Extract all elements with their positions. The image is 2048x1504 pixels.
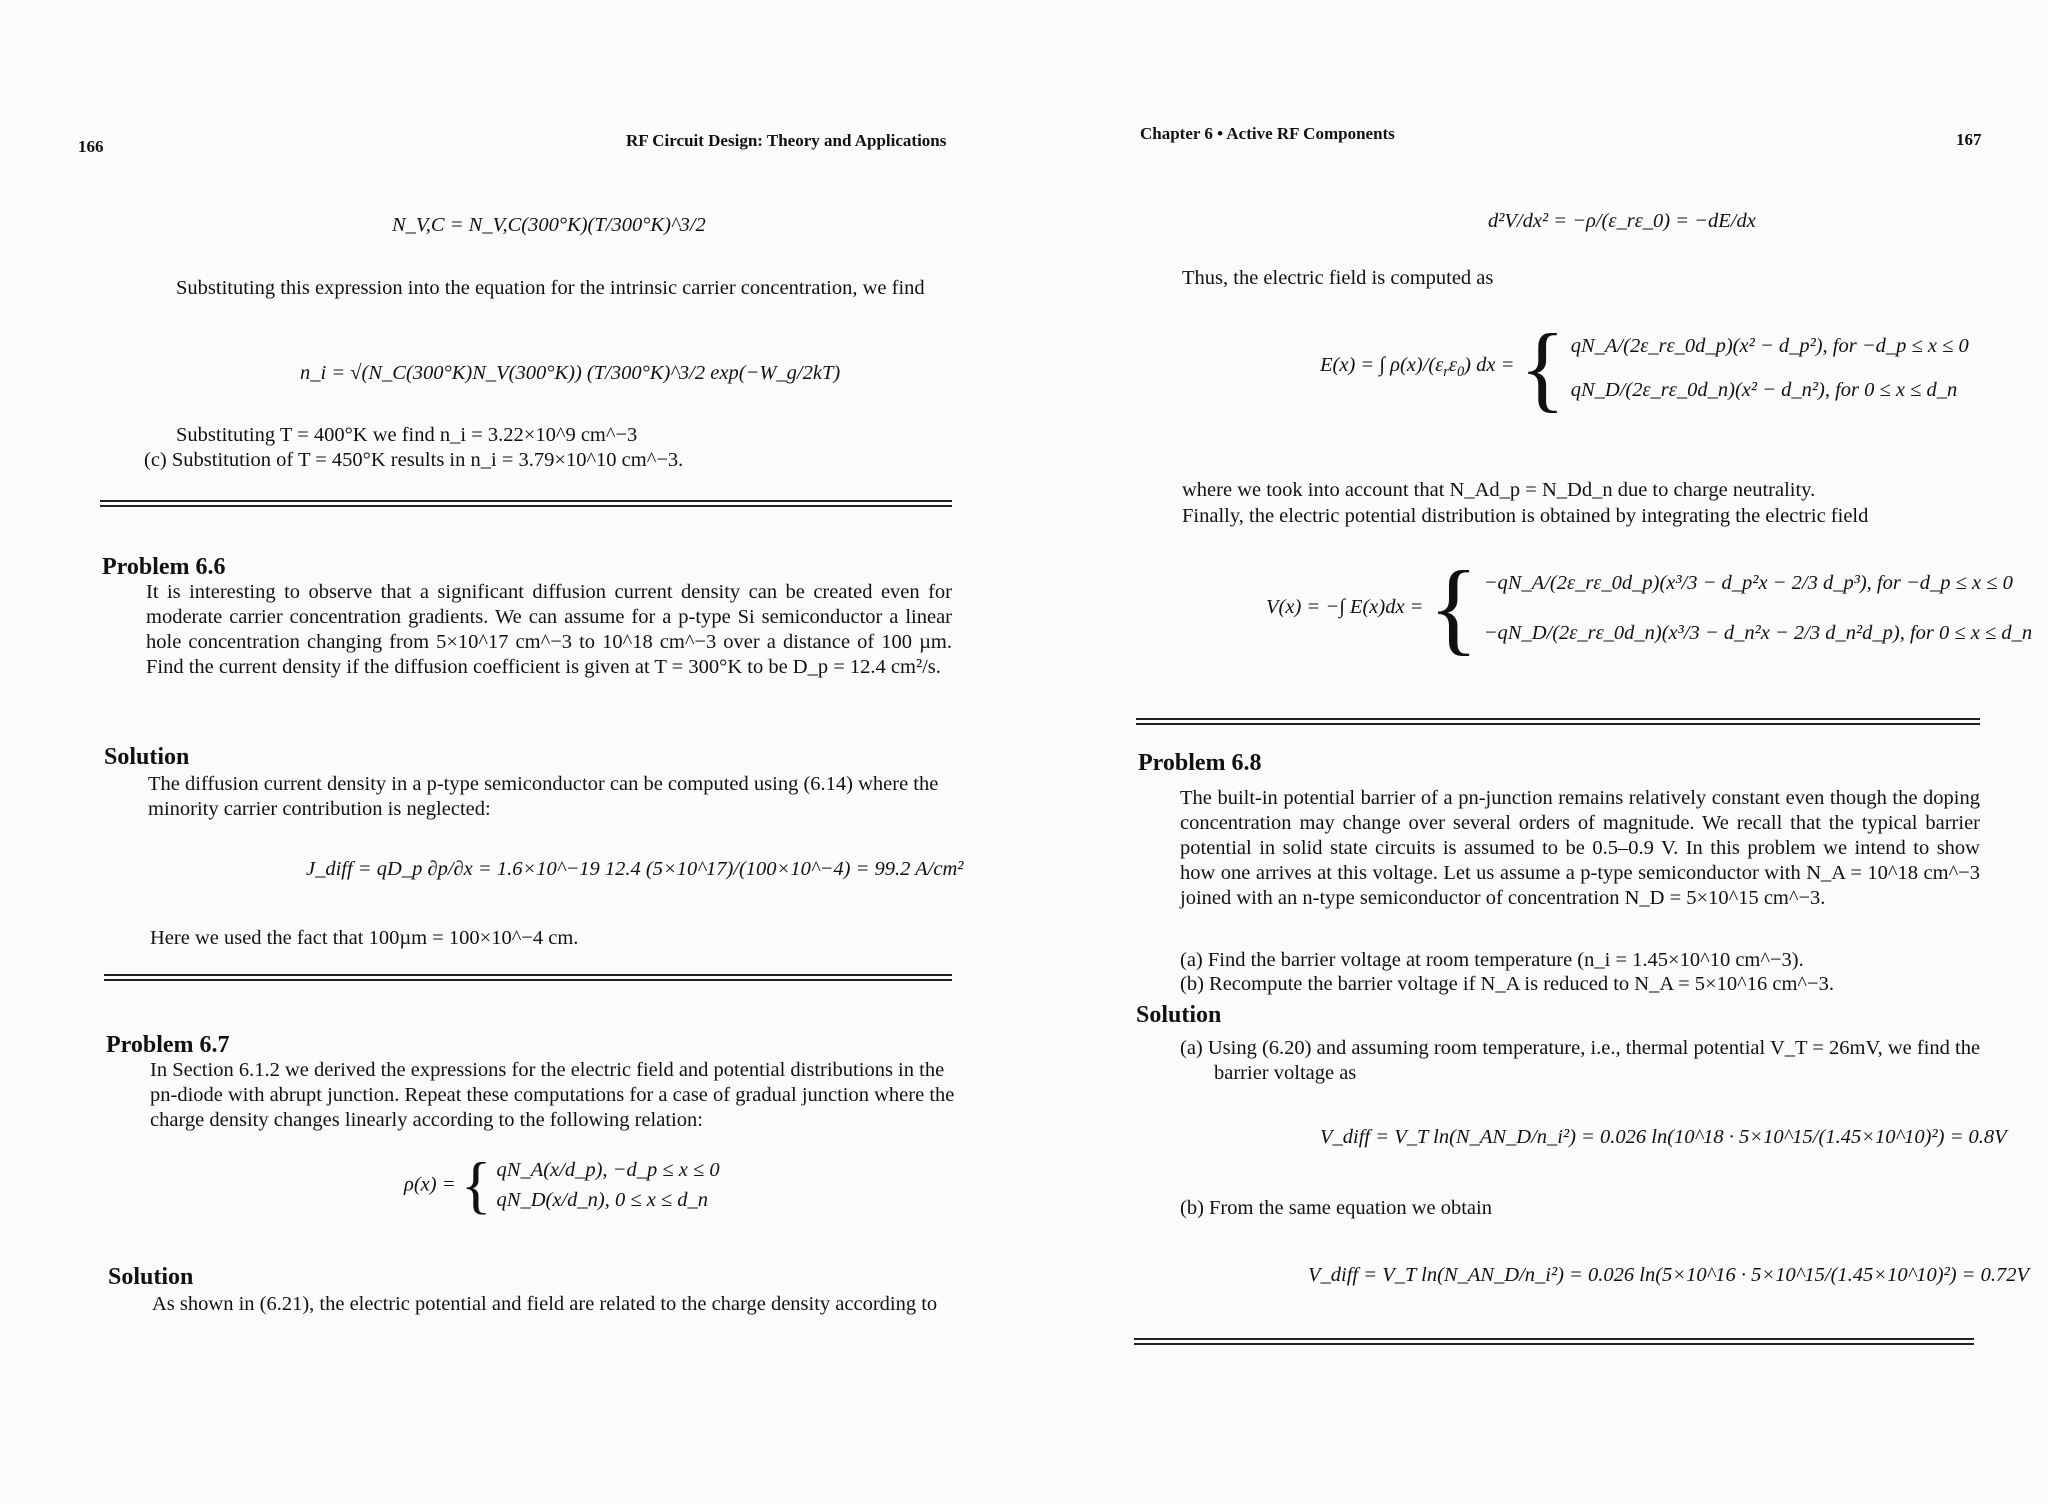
left-running-head: RF Circuit Design: Theory and Applications [626,131,947,150]
finally-text: Finally, the electric potential distribution is obtained by integrating the electric field [1182,505,1869,527]
section-divider [1134,1338,1974,1345]
eq-E-line1: qN_A/(2ε_rε_0d_p)(x² − d_p²), for −d_p ≤ x ≤ 0 [1570,334,1969,357]
section-divider [104,974,952,981]
problem-6-7-solution-text: As shown in (6.21), the electric potential and field are related to the charge density according to [152,1293,938,1315]
problem-6-6-heading: Problem 6.6 [102,554,226,580]
neutrality-text: where we took into account that N_Ad_p = N_Dd_n due to charge neutrality. [1182,479,1816,501]
problem-6-8-part-b: (b) Recompute the barrier voltage if N_A is reduced to N_A = 5×10^16 cm^−3. [1180,973,1834,995]
eq-V-line2: −qN_D/(2ε_rε_0d_n)(x³/3 − d_n²x − 2/3 d_n²d_p), for 0 ≤ x ≤ d_n [1483,621,2033,644]
eq-ni: n_i = √(N_C(300°K)N_V(300°K)) (T/300°K)^3/2 exp(−W_g/2kT) [300,362,841,384]
problem-6-8-solution-a: (a) Using (6.20) and assuming room temperature, i.e., thermal potential V_T = 26mV, we find the barrier voltage as [1180,1037,1981,1084]
problem-6-7-text: In Section 6.1.2 we derived the expressions for the electric field and potential distributions in the pn-diode with abrupt junction. Repeat these computations for a case of gradual junction where the charge density changes linearly according to the following relation: [150,1059,955,1131]
eq-vdiff-a: V_diff = V_T ln(N_AN_D/n_i²) = 0.026 ln(10^18 · 5×10^15/(1.45×10^10)²) = 0.8V [1320,1126,2007,1148]
section-divider [100,500,952,507]
eq-potential: V(x) = −∫ E(x)dx = { −qN_A/(2ε_rε_0d_p)(x³/3 − d_p²x − 2/3 d_p³), for −d_p ≤ x ≤ 0 −qN_D/(2ε_rε_0d_n)(x³/3 − d_n²x − 2/3 d_n²d_p), for 0 ≤ x ≤ d_n [1266,550,2033,665]
eq-E-line2: qN_D/(2ε_rε_0d_n)(x² − d_n²), for 0 ≤ x ≤ d_n [1570,378,1958,401]
problem-6-8-part-a: (a) Find the barrier voltage at room temperature (n_i = 1.45×10^10 cm^−3). [1180,949,1804,971]
thus-text: Thus, the electric field is computed as [1182,267,1494,289]
problem-6-8-solution-b: (b) From the same equation we obtain [1180,1197,1492,1219]
problem-6-6-note: Here we used the fact that 100µm = 100×10^−4 cm. [150,927,579,949]
eq-electric-field: E(x) = ∫ $\rho(x)/(\varepsilon_r\varepsilon_0)$ dx = { qN_A/(2ε_rε_0d_p)(x² − d_p²), for −d_p ≤ x ≤ 0 qN_D/(2ε_rε_0d_n)(x² − d_n²), for 0 ≤ x ≤ d_n [1320,314,1969,421]
eq-rho: ρ(x) = { qN_A(x/d_p), −d_p ≤ x ≤ 0 qN_D(x/d_n), 0 ≤ x ≤ d_n [404,1149,720,1220]
right-running-head: Chapter 6 • Active RF Components [1140,124,1395,143]
eq-rho-line2: qN_D(x/d_n), 0 ≤ x ≤ d_n [496,1189,709,1211]
problem-6-8-solution-heading: Solution [1136,1002,1222,1028]
problem-6-6-solution-heading: Solution [104,744,190,770]
eq-V-line1: −qN_A/(2ε_rε_0d_p)(x³/3 − d_p²x − 2/3 d_p³), for −d_p ≤ x ≤ 0 [1483,571,2013,594]
problem-6-8-text: The built-in potential barrier of a pn-junction remains relatively constant even though the doping concentration may change over several orders of magnitude. We recall that the typical barrier potential in solid state circuits is assumed to be 0.5–0.9 V. In this problem we intend to show how one arrives at this voltage. Let us assume a p-type semiconductor with N_A = 10^18 cm^−3 joined with an n-type semiconductor of concentration N_D = 5×10^15 cm^−3. [1180,787,1980,909]
eq-vdiff-b: V_diff = V_T ln(N_AN_D/n_i²) = 0.026 ln(5×10^16 · 5×10^15/(1.45×10^10)²) = 0.72V [1308,1264,2030,1286]
right-page-number: 167 [1956,130,1982,149]
problem-6-6-text: It is interesting to observe that a significant diffusion current density can be created even for moderate carrier concentration gradients. We can assume for a p-type Si semiconductor a linear hole concentration changing from 5×10^17 cm^−3 to 10^18 cm^−3 over a distance of 100 µm. Find the current density if the diffusion coefficient is given at T = 300°K to be D_p = 12.4 cm²/s. [146,581,952,678]
section-divider [1136,718,1980,725]
eq-rho-line1: qN_A(x/d_p), −d_p ≤ x ≤ 0 [496,1159,720,1181]
eq-nvc: N_V,C = N_V,C(300°K)(T/300°K)^3/2 [392,214,706,236]
problem-6-7-heading: Problem 6.7 [106,1032,230,1058]
eq-jdiff: J_diff = qD_p ∂p/∂x = 1.6×10^−19 12.4 (5×10^17)/(100×10^−4) = 99.2 A/cm² [306,858,964,880]
problem-6-6-solution-text: The diffusion current density in a p-type semiconductor can be computed using (6.14) where the minority carrier contribution is neglected: [148,773,939,820]
problem-6-7-solution-heading: Solution [108,1264,194,1290]
problem-6-8-heading: Problem 6.8 [1138,750,1262,776]
para-substituting: Substituting this expression into the equation for the intrinsic carrier concentration, we find [176,277,925,299]
left-page-number: 166 [78,137,104,156]
line-substitution-450: (c) Substitution of T = 450°K results in n_i = 3.79×10^10 cm^−3. [144,449,684,471]
line-substituting-400: Substituting T = 400°K we find n_i = 3.22×10^9 cm^−3 [176,424,638,446]
eq-poisson: d²V/dx² = −ρ/(ε_rε_0) = −dE/dx [1488,210,1756,232]
